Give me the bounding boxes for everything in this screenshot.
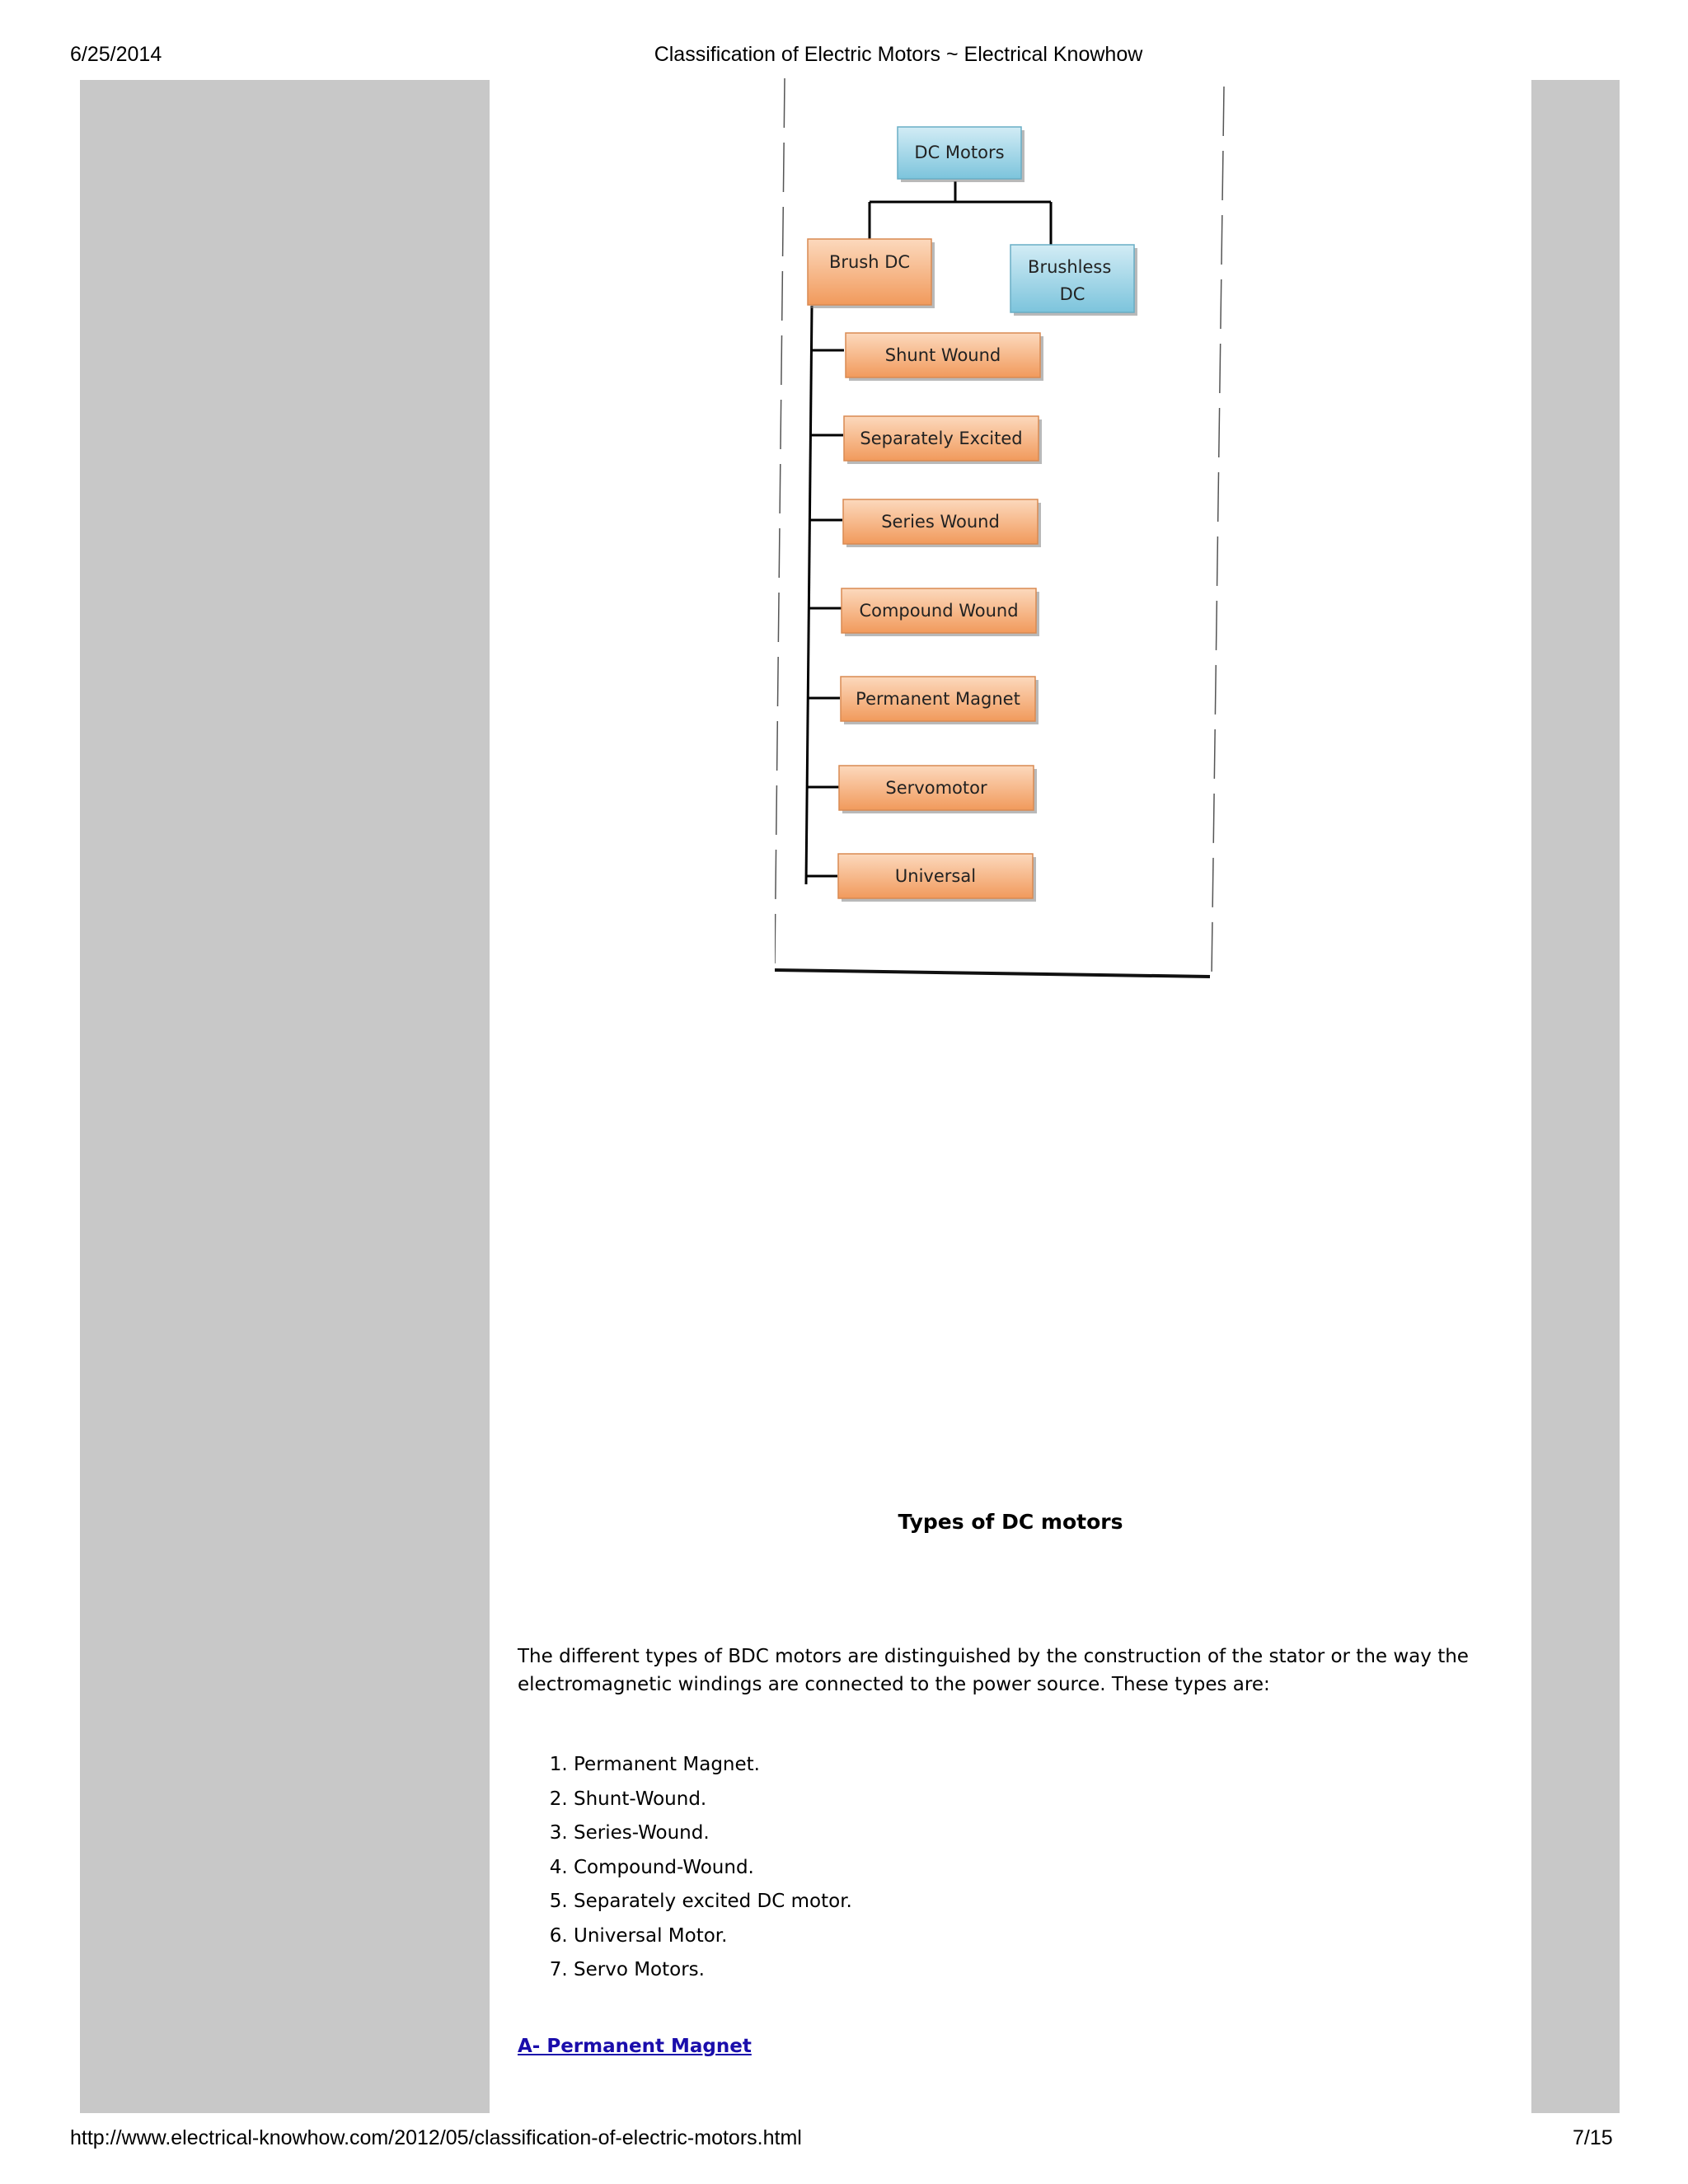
child-node (811, 333, 1043, 381)
node-brushless-line-2: DC (1059, 284, 1085, 304)
list-item: 5. Separately excited DC motor. (574, 1885, 852, 1919)
child-node-label: Series Wound (881, 512, 1000, 532)
footer-url: http://www.electrical-knowhow.com/2012/05/classification-of-electric-motors.html (70, 2126, 802, 2149)
page-title: Classification of Electric Motors ~ Electrical Knowhow (654, 43, 1143, 66)
child-node (808, 677, 1039, 724)
frame-bottom-line (775, 970, 1210, 977)
list-item: 2. Shunt-Wound. (574, 1783, 852, 1817)
figure-caption: Types of DC motors (898, 1510, 1123, 1534)
node-brush-dc-label: Brush DC (828, 252, 911, 272)
frame-left-line (775, 78, 785, 964)
child-node-label: Shunt Wound (884, 345, 1001, 365)
list-item: 6. Universal Motor. (574, 1919, 852, 1954)
child-node (809, 499, 1041, 547)
dc-motors-tree-diagram (775, 78, 1236, 985)
left-margin-panel (80, 80, 490, 2113)
child-node (807, 766, 1037, 813)
node-dc-motors (898, 127, 1025, 182)
child-node (806, 854, 1036, 902)
list-item: 7. Servo Motors. (574, 1953, 852, 1988)
list-item: 4. Compound-Wound. (574, 1851, 852, 1886)
child-node-label: Universal (894, 866, 977, 886)
print-date: 6/25/2014 (70, 43, 162, 66)
node-dc-motors-label: DC Motors (914, 143, 1005, 162)
page-number: 7/15 (1573, 2126, 1613, 2149)
list-item: 3. Series-Wound. (574, 1816, 852, 1851)
intro-paragraph: The different types of BDC motors are distinguished by the construction of the stator or the way the electromagnetic windings are connected to the power source. These types are: (518, 1646, 1469, 1695)
child-node-label: Compound Wound (859, 601, 1019, 621)
frame-right-line (1212, 87, 1224, 977)
child-node (810, 416, 1042, 464)
connector-trunk (806, 306, 812, 884)
list-item: 1. Permanent Magnet. (574, 1748, 852, 1783)
node-brush-dc (808, 239, 935, 308)
permanent-magnet-link[interactable]: A- Permanent Magnet (518, 2036, 752, 2057)
child-node-label: Servomotor (885, 778, 987, 798)
child-node-label: Separately Excited (860, 429, 1023, 448)
node-brushless-line-1: Brushless (1028, 257, 1112, 277)
child-node (809, 588, 1039, 636)
child-node-label: Permanent Magnet (856, 689, 1020, 709)
node-brushless-dc (1010, 245, 1137, 316)
dc-motor-types-list (518, 1748, 852, 1988)
right-margin-panel (1531, 80, 1620, 2113)
